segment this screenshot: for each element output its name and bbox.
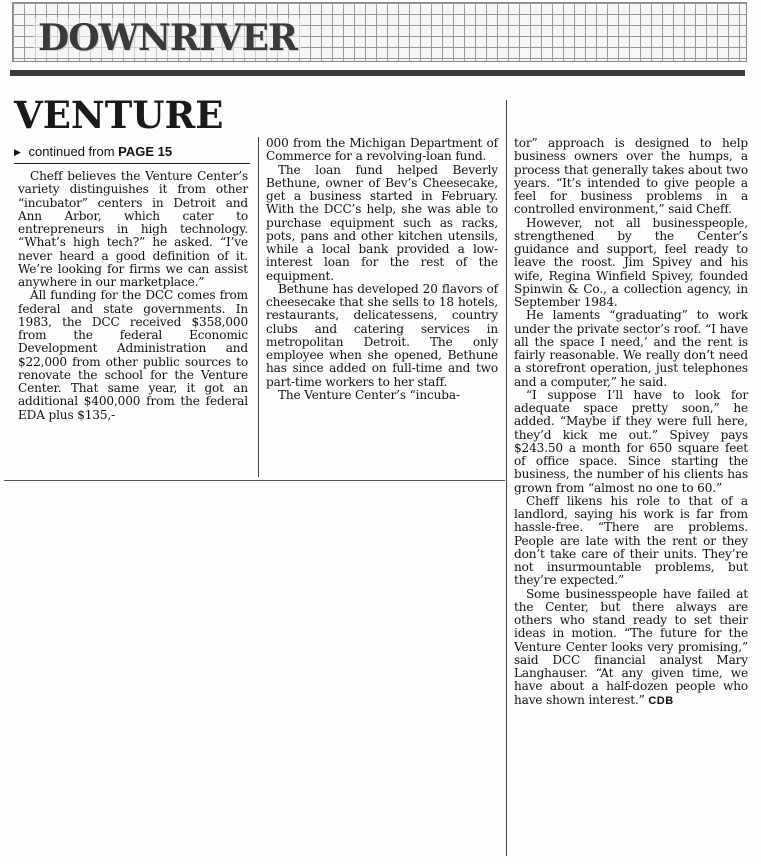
paragraph-text: Some businesspeople have failed at the Center, but there always are others who stand ready to set their ideas in motion. “The future for the Venture Center looks very promising,” said DCC financial analyst Mary Langhauser. “At any given time, we have about a half-dozen people who have shown interest.”: [514, 586, 748, 707]
header-rule: [10, 70, 745, 76]
continued-line: [14, 144, 250, 160]
paragraph: Cheff believes the Venture Center’s variety distinguishes it from other “incubator” centers in Detroit and Ann Arbor, which cater to entrepreneurs in high technology. “What’s high tech?” he asked. “I’ve never heard a good definition of it. We’re looking for firms we can assist anywhere in our marketplace.”: [18, 169, 248, 289]
paragraph: Bethune has developed 20 flavors of cheesecake that she sells to 18 hotels, restaurants, delicatessens, country clubs and catering services in metropolitan Detroit. The only employee when she opened, Bethune has since added on full-time and two part-time workers to her staff.: [266, 281, 498, 389]
paragraph: Cheff likens his role to that of a landlord, saying his work is far from hassle-free. “There are problems. People are late with the rent or they don’t take care of their units. They’re not insurmountable problems, but they’re expected.”: [514, 493, 748, 588]
bottom-rule: [4, 480, 505, 481]
continued-rule: [14, 163, 250, 164]
paragraph: He laments “graduating” to work under the private sector’s roof. “I have all the space I need,’ and the rent is fairly reasonable. We really don’t need a storefront operation, just telephones and a computer,” he said.: [514, 308, 748, 389]
article-column-3: [514, 137, 748, 708]
continued-prefix: continued from: [28, 144, 115, 159]
paragraph: 000 from the Michigan Department of Commerce for a revolving-loan fund.: [266, 136, 498, 164]
column-divider: [258, 137, 259, 477]
article-column-1: [18, 170, 248, 422]
paragraph: All funding for the DCC comes from federal and state governments. In 1983, the DCC received $358,000 from the federal Economic Development Administration and $22,000 from other public sources to renovate the school for the Venture Center. That same year, it got an additional $400,000 from the federal EDA plus $135,-: [18, 288, 248, 422]
section-title: DOWNRIVER: [34, 18, 301, 58]
continued-page: PAGE 15: [118, 144, 173, 159]
article-column-2: [266, 137, 498, 402]
column-divider: [506, 100, 507, 856]
story-title: VENTURE: [14, 93, 224, 137]
paragraph: However, not all businesspeople, strengthened by the Center’s guidance and support, feel ready to leave the roost. Jim Spivey and his wife, Regina Winfield Spivey, founded Spinwin & Co., a collection agency, in September 1984.: [514, 215, 748, 309]
paragraph: The loan fund helped Beverly Bethune, owner of Bev’s Cheesecake, get a business started in February. With the DCC’s help, she was able to purchase equipment such as racks, pots, pans and other kitchen utensils, while a local bank provided a low-interest loan for the rest of the equipment.: [266, 162, 498, 283]
paragraph: tor” approach is designed to help business owners over the humps, a process that generally takes about two years. “It’s intended to give people a feel for business problems in a controlled environment,” said Cheff.: [514, 136, 748, 217]
paragraph-last: [514, 588, 748, 708]
paragraph: The Venture Center’s “incuba-: [278, 387, 460, 402]
author-signoff: CDB: [648, 694, 674, 707]
triangle-right-icon: ▶: [14, 147, 21, 157]
paragraph: “I suppose I’ll have to look for adequate space pretty soon,” he added. “Maybe if they were full here, they’d kick me out.” Spivey pays $243.50 a month for 650 square feet of office space. Since starting the business, the number of his clients has grown from “almost no one to 60.”: [514, 387, 748, 495]
